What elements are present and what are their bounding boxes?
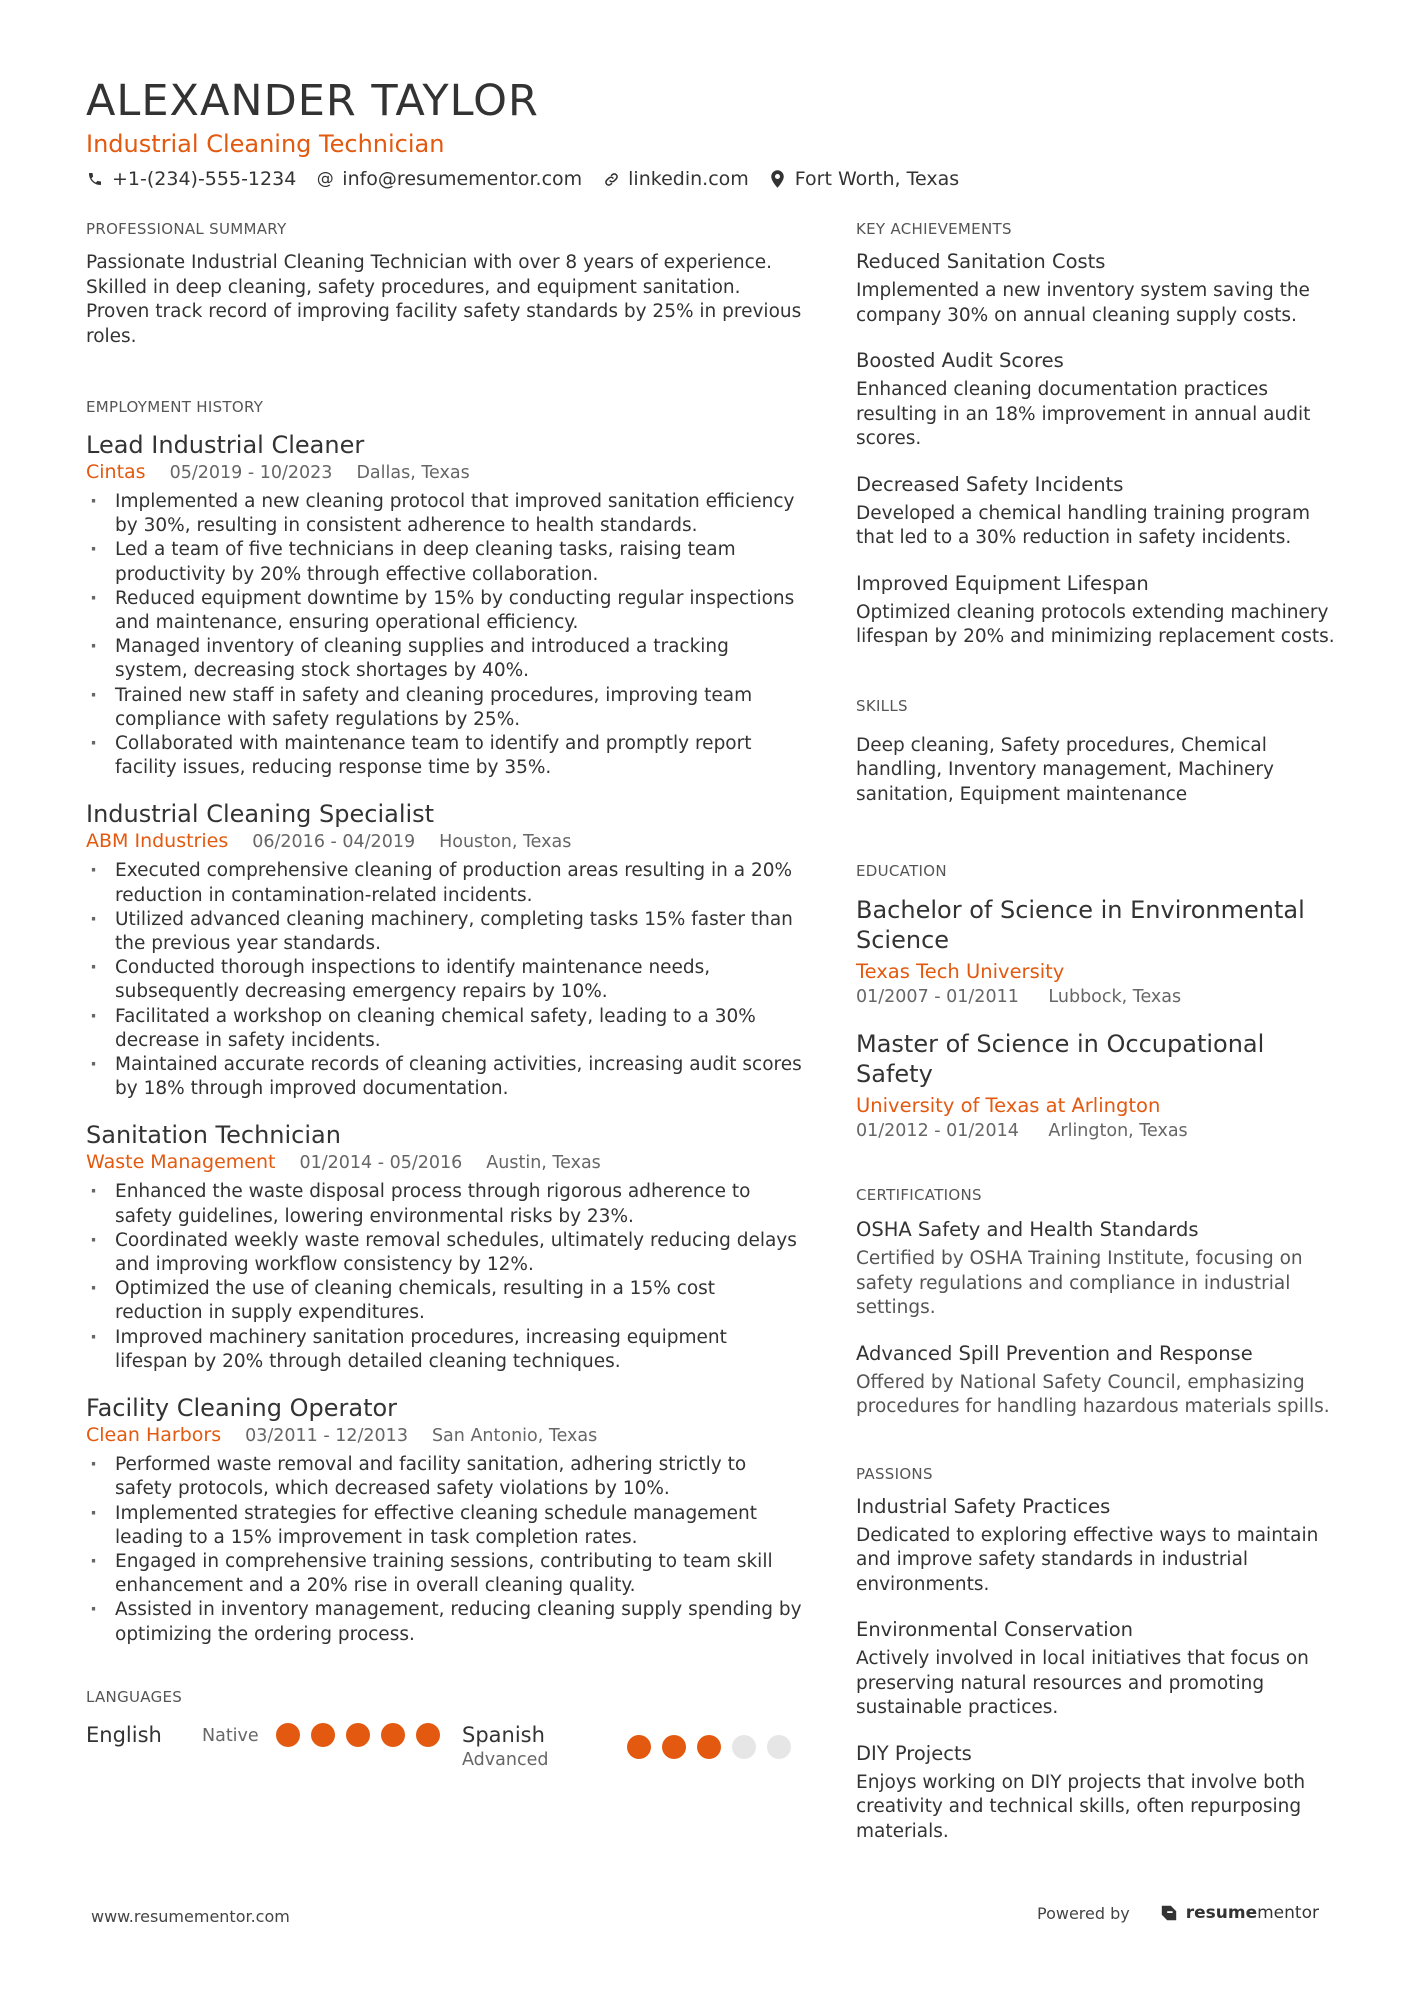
education-dates: 01/2012 - 01/2014 — [856, 1121, 1019, 1141]
education-location: Lubbock, Texas — [1048, 987, 1182, 1007]
section-title: PROFESSIONAL SUMMARY — [86, 220, 287, 238]
linkedin-text: linkedin.com — [628, 168, 749, 190]
employment-section — [86, 397, 802, 1647]
school-name: University of Texas at Arlington — [856, 1094, 1161, 1117]
certification-item — [856, 1341, 1336, 1420]
list-item: · Conducted thorough inspections to identify maintenance needs, subsequently decreasing emergency repairs by 10%. — [86, 956, 802, 1004]
phone-icon — [86, 170, 104, 188]
list-item: · Coordinated weekly waste removal schedules, ultimately reducing delays and improving workflow consistency by 12%. — [86, 1229, 802, 1277]
list-item: · Utilized advanced cleaning machinery, completing tasks 15% faster than the previous year standards. — [86, 908, 802, 956]
section-title: EDUCATION — [856, 862, 947, 880]
location-text: Fort Worth, Texas — [794, 168, 960, 190]
contact-phone[interactable] — [86, 168, 296, 190]
company-name: ABM Industries — [86, 830, 229, 853]
footer-powered-by — [1037, 1903, 1319, 1923]
list-item: · Trained new staff in safety and cleaning procedures, improving team compliance with safety regulations by 25%. — [86, 684, 802, 732]
rating-dot-filled — [416, 1723, 440, 1747]
achievements-section — [856, 219, 1336, 650]
job-bullets — [86, 1453, 802, 1647]
language-name — [462, 1721, 627, 1771]
job-bullets — [86, 490, 802, 780]
company-name: Clean Harbors — [86, 1424, 222, 1447]
job-bullets — [86, 859, 802, 1101]
contact-email[interactable] — [316, 168, 582, 190]
skills-text: Deep cleaning, Safety procedures, Chemical handling, Inventory management, Machinery sanitation, Equipment maintenance — [856, 734, 1274, 805]
language-name — [86, 1721, 202, 1749]
passion-desc: Actively involved in local initiatives that focus on preserving natural resources and promoting sustainable practices. — [856, 1648, 1309, 1718]
rating-dot-filled — [346, 1723, 370, 1747]
job-location: Dallas, Texas — [356, 463, 470, 483]
rating-dot-filled — [311, 1723, 335, 1747]
contact-location — [769, 168, 959, 190]
resumementor-logo-icon — [1160, 1904, 1178, 1922]
summary-text: Passionate Industrial Cleaning Technician with over 8 years of experience. Skilled in deep cleaning, safety procedures, and equipment sanitation. Proven track record of improving facility safety standards by 25% in previous roles. — [86, 252, 802, 347]
passion-title: Environmental Conservation — [856, 1618, 1133, 1641]
at-icon: @ — [316, 169, 334, 189]
footer-website[interactable]: www.resumementor.com — [91, 1907, 290, 1926]
section-title: EMPLOYMENT HISTORY — [86, 398, 264, 416]
company-name: Waste Management — [86, 1151, 276, 1174]
certifications-section — [856, 1185, 1336, 1420]
job-title: Industrial Cleaning Specialist — [86, 800, 435, 829]
language-level: Advanced — [462, 1749, 549, 1770]
brand-logo[interactable] — [1160, 1903, 1319, 1923]
brand-text: mentor — [1257, 1903, 1319, 1923]
candidate-role: Industrial Cleaning Technician — [86, 130, 445, 158]
list-item: · Managed inventory of cleaning supplies and introduced a tracking system, decreasing stock shortages by 40%. — [86, 635, 802, 683]
skills-section — [856, 696, 1336, 808]
education-item — [856, 895, 1336, 1009]
section-title: LANGUAGES — [86, 1687, 183, 1706]
left-column — [86, 219, 802, 1771]
language-rating — [276, 1721, 451, 1747]
link-icon — [602, 170, 620, 188]
list-item: · Improved machinery sanitation procedures, increasing equipment lifespan by 20% through detailed cleaning techniques. — [86, 1326, 802, 1374]
passion-item — [856, 1494, 1336, 1598]
job-entry — [86, 1392, 802, 1647]
education-meta — [856, 1119, 1336, 1143]
job-entry — [86, 429, 802, 780]
summary-section — [86, 219, 802, 349]
rating-dot-empty — [732, 1735, 756, 1759]
rating-dot-filled — [381, 1723, 405, 1747]
list-item: · Performed waste removal and facility sanitation, adhering strictly to safety protocols, which decreased safety violations by 10%. — [86, 1453, 802, 1501]
education-section — [856, 861, 1336, 1143]
achievement-item — [856, 472, 1336, 551]
rating-dot-filled — [662, 1735, 686, 1759]
brand-bold-text: resume — [1185, 1903, 1258, 1923]
powered-by-label: Powered by — [1037, 1903, 1130, 1923]
list-item: · Engaged in comprehensive training sessions, contributing to team skill enhancement and a 20% rise in overall cleaning quality. — [86, 1550, 802, 1598]
job-title: Facility Cleaning Operator — [86, 1394, 398, 1423]
list-item: · Assisted in inventory management, reducing cleaning supply spending by optimizing the ordering process. — [86, 1598, 802, 1646]
achievement-title: Boosted Audit Scores — [856, 349, 1064, 372]
rating-dot-filled — [627, 1735, 651, 1759]
job-location: Austin, Texas — [486, 1153, 601, 1174]
list-item: · Enhanced the waste disposal process through rigorous adherence to safety guidelines, lowering environmental risks by 23%. — [86, 1180, 802, 1228]
phone-text: +1-(234)-555-1234 — [112, 168, 297, 190]
achievement-title: Decreased Safety Incidents — [856, 472, 1124, 496]
company-name: Cintas — [86, 461, 146, 483]
passion-desc: Dedicated to exploring effective ways to maintain and improve safety standards in industrial environments. — [856, 1524, 1319, 1595]
achievement-desc: Implemented a new inventory system saving the company 30% on annual cleaning supply costs. — [856, 280, 1310, 326]
job-dates: 06/2016 - 04/2019 — [252, 832, 416, 853]
contact-bar — [86, 168, 1326, 190]
list-item: · Optimized the use of cleaning chemicals, resulting in a 15% cost reduction in supply expenditures. — [86, 1277, 802, 1325]
language-level: Native — [202, 1725, 259, 1746]
certification-title: Advanced Spill Prevention and Response — [856, 1341, 1253, 1365]
education-meta — [856, 985, 1336, 1009]
degree-title: Bachelor of Science in Environmental Science — [856, 896, 1305, 954]
job-location: San Antonio, Texas — [431, 1426, 598, 1447]
contact-linkedin[interactable] — [602, 168, 749, 190]
language-list — [86, 1721, 802, 1771]
resume-header — [86, 74, 1326, 190]
section-title: PASSIONS — [856, 1464, 933, 1483]
school-name: Texas Tech University — [856, 960, 1065, 983]
language-name-text: English — [86, 1722, 162, 1747]
job-meta — [86, 830, 802, 853]
job-meta — [86, 1424, 802, 1447]
list-item: · Implemented a new cleaning protocol that improved sanitation efficiency by 30%, resulting in consistent adherence to health standards. — [86, 490, 802, 538]
language-item — [86, 1721, 462, 1749]
certification-desc: Offered by National Safety Council, emphasizing procedures for handling hazardous materials spills. — [856, 1371, 1330, 1417]
job-dates: 03/2011 - 12/2013 — [245, 1426, 408, 1447]
list-item: · Led a team of five technicians in deep cleaning tasks, raising team productivity by 20% through effective collaboration. — [86, 538, 802, 586]
list-item: · Collaborated with maintenance team to identify and promptly report facility issues, reducing response time by 35%. — [86, 732, 802, 780]
list-item: · Implemented strategies for effective cleaning schedule management leading to a 15% improvement in task completion rates. — [86, 1502, 802, 1550]
candidate-name: ALEXANDER TAYLOR — [86, 76, 539, 126]
rating-dot-filled — [276, 1723, 300, 1747]
job-title: Lead Industrial Cleaner — [86, 431, 365, 459]
email-text: info@resumementor.com — [342, 168, 583, 190]
job-meta — [86, 461, 802, 484]
achievement-desc: Enhanced cleaning documentation practices resulting in an 18% improvement in annual audit scores. — [856, 379, 1311, 449]
passion-desc: Enjoys working on DIY projects that involve both creativity and technical skills, often repurposing materials. — [856, 1771, 1306, 1842]
certification-desc: Certified by OSHA Training Institute, focusing on safety regulations and compliance in industrial settings. — [856, 1248, 1303, 1318]
passion-title: Industrial Safety Practices — [856, 1494, 1111, 1518]
language-name-text: Spanish — [462, 1722, 545, 1747]
list-item: · Facilitated a workshop on cleaning chemical safety, leading to a 30% decrease in safety incidents. — [86, 1005, 802, 1053]
degree-title: Master of Science in Occupational Safety — [856, 1030, 1265, 1088]
education-dates: 01/2007 - 01/2011 — [856, 987, 1019, 1007]
rating-dot-filled — [697, 1735, 721, 1759]
rating-dot-empty — [767, 1735, 791, 1759]
right-column — [856, 219, 1336, 1844]
section-title: CERTIFICATIONS — [856, 1186, 982, 1204]
list-item: · Executed comprehensive cleaning of production areas resulting in a 20% reduction in contamination-related incidents. — [86, 859, 802, 907]
education-item — [856, 1029, 1336, 1143]
job-entry — [86, 798, 802, 1101]
section-title: KEY ACHIEVEMENTS — [856, 220, 1012, 238]
job-location: Houston, Texas — [439, 832, 572, 853]
section-title: SKILLS — [856, 696, 908, 715]
job-title: Sanitation Technician — [86, 1121, 341, 1150]
achievement-item — [856, 249, 1336, 328]
education-location: Arlington, Texas — [1048, 1121, 1188, 1141]
achievement-item — [856, 571, 1336, 650]
list-item: · Reduced equipment downtime by 15% by conducting regular inspections and maintenance, ensuring operational efficiency. — [86, 587, 802, 635]
achievement-title: Improved Equipment Lifespan — [856, 571, 1149, 595]
languages-section — [86, 1687, 802, 1771]
achievement-desc: Developed a chemical handling training program that led to a 30% reduction in safety incidents. — [856, 502, 1311, 548]
location-icon — [769, 170, 787, 188]
passion-title: DIY Projects — [856, 1741, 972, 1765]
achievement-title: Reduced Sanitation Costs — [856, 250, 1106, 273]
passion-item — [856, 1617, 1336, 1721]
certification-title: OSHA Safety and Health Standards — [856, 1218, 1199, 1241]
job-dates: 05/2019 - 10/2023 — [169, 463, 333, 483]
passions-section — [856, 1464, 1336, 1845]
language-item — [462, 1721, 802, 1771]
job-entry — [86, 1119, 802, 1374]
job-bullets — [86, 1180, 802, 1374]
list-item: · Maintained accurate records of cleaning activities, increasing audit scores by 18% through improved documentation. — [86, 1053, 802, 1101]
job-meta — [86, 1151, 802, 1174]
achievement-desc: Optimized cleaning protocols extending machinery lifespan by 20% and minimizing replacement costs. — [856, 601, 1335, 647]
achievement-item — [856, 348, 1336, 452]
passion-item — [856, 1741, 1336, 1845]
certification-item — [856, 1217, 1336, 1321]
job-dates: 01/2014 - 05/2016 — [299, 1153, 463, 1174]
language-rating — [627, 1721, 802, 1759]
